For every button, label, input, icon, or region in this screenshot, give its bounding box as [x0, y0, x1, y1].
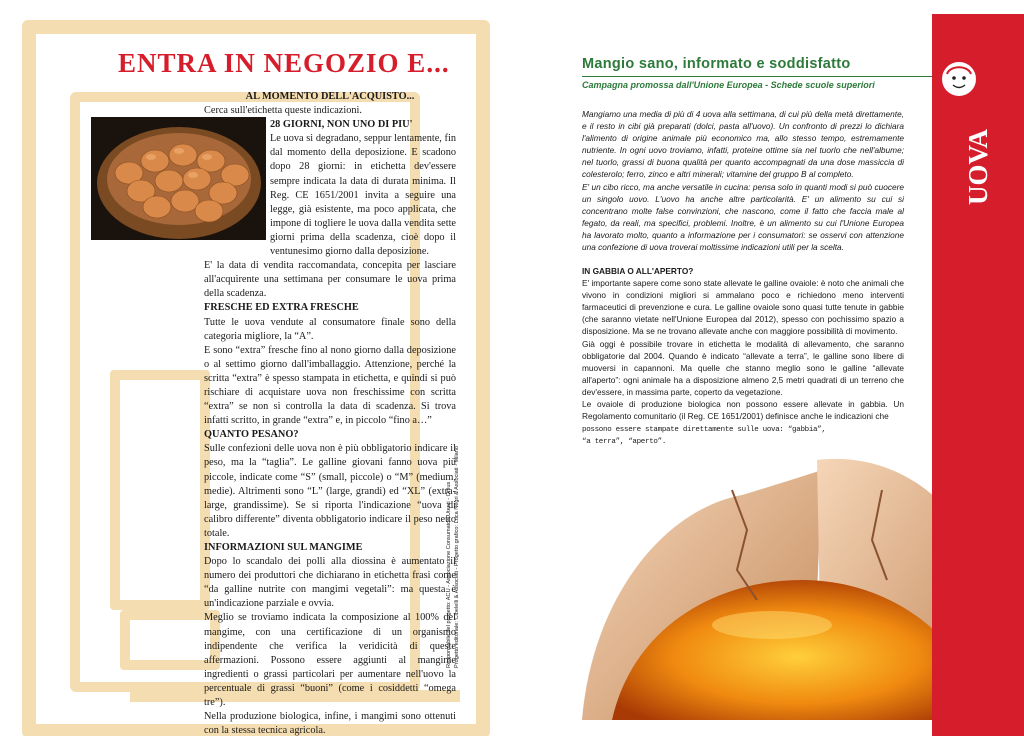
cage-heading: IN GABBIA O ALL'APERTO? [582, 266, 694, 276]
cage-section [582, 265, 904, 422]
feed-heading: INFORMAZIONI SUL MANGIME [204, 542, 363, 553]
right-page [512, 0, 1024, 736]
left-article [204, 90, 456, 736]
section-label: UOVA [963, 128, 993, 206]
credit-line-2: Progetto editoriale: Cibelelli & Associati - Progetto grafico: Luca Negri & Associati - Milano [453, 446, 460, 668]
credit-line-1: Responsabile del progetto: ACU - Associazione Consumatori Utenti - Onlus [446, 481, 452, 668]
wrapped-block [270, 118, 456, 259]
sale-date-text: E' la data di vendita raccomandata, concepita per lasciare all'acquirente una settimana per consumare le uova prima della scadenza. [204, 260, 456, 300]
smiley-face-icon [941, 61, 977, 97]
at-purchase-heading: AL MOMENTO DELL'ACQUISTO... [245, 91, 415, 102]
fresh-heading: FRESCHE ED EXTRA FRESCHE [204, 302, 359, 314]
weight-heading: QUANTO PESANO? [204, 429, 299, 441]
cage-text-2: Già oggi è possibile trovare in etichetta le modalità di allevamento, che saranno obbligatorie dal 2004. Quando è indicato “allevate a terra”, le galline sono libere di muoversi in capannoni. Ma quelle che stanno meglio sono le galline “allevate all'aperto”: ogni animale ha a disposizione almeno 2,5 metri quadrati di un terreno che dev'essere, in massima parte, coperto da vegetazione. [582, 338, 904, 397]
campaign-subtitle: Campagna promossa dall'Unione Europea - Schede scuole superiori [582, 80, 875, 90]
title-divider [582, 76, 932, 77]
at-purchase-intro: Cerca sull'etichetta queste indicazioni. [204, 105, 362, 117]
fresh-text-1: Tutte le uova vendute al consumatore finale sono della categoria migliore, la “A”. [204, 316, 456, 342]
cage-text-3: Le ovaiole di produzione biologica non possono essere allevate in gabbia. Un Regolamento comunitario (il Reg. CE 1651/2001) definisce anche le indicazioni che [582, 399, 904, 422]
intro-paragraph-2: E' un cibo ricco, ma anche versatile in cucina: pensa solo in quanti modi si può cuocere un singolo uovo. L'uovo ha anche altre particolarità. E' un alimento su cui si concentrano molte false convinzioni, che nascono, come il fatto che faccia male al fegato, da reali, ma specifici, problemi. Inoltre, è un alimento su cui l'Unione Europea ha lavorato molto, quanto a informazione per i consumatori: se osservi con attenzione una confezione di uova troverai moltissime indicazioni utili per la scelta. [582, 181, 904, 253]
feed-text-2: Meglio se troviamo indicata la composizione al 100% del mangime, con una certificazione di un organismo indipendente che verifica la veridicità di queste affermazioni. Possono essere aggiunti al mangime ingredienti o grassi particolari per aumentare nell'uovo la percentuale di grassi “buoni” (come i cosiddetti “omega tre”). [204, 612, 456, 709]
door-panel-decoration [110, 370, 210, 610]
campaign-title: Mangio sano, informato e soddisfatto [582, 56, 851, 72]
credits [446, 408, 461, 668]
cage-text-1: E' importante sapere come sono state allevate le galline ovaiole: è noto che animali che vivono in condizioni migliori si ammalano poco e richiedono meno interventi farmaceutici di prevenzione e cura. Le galline ovaiole sono quasi tutte tenute in gabbie (che saranno vietate nell'Unione Europea dal 2012), spesso con pochissimo spazio a disposizione. Ma se ne trovano allevate anche con maggiore possibilità di movimento. [582, 278, 904, 337]
feed-text-3: Nella produzione biologica, infine, i mangimi sono ottenuti con la stessa tecnica agricola. [204, 711, 456, 736]
weight-text: Sulle confezioni delle uova non è più obbligatorio indicare il peso, ma la “taglia”. Le galline giovani fanno uova più piccole, indicate come “S” (small, piccole) o “M” (medium, medie). Altrimenti sono “L” (large, grandi) ed “XL” (extra-large, grandissime). Se si riporta l'indicazione “uova di calibro differente” diventa obbligatorio indicare il peso netto totale. [204, 443, 456, 539]
intro-text [582, 108, 904, 253]
label-note-line-1: possono essere stampate direttamente sulle uova: “gabbia”, [582, 426, 826, 434]
days-heading: 28 GIORNI, NON UNO DI PIU' [270, 119, 413, 131]
label-note-line-2: “a terra”, “aperto”. [582, 437, 667, 446]
fresh-text-2: E sono “extra” fresche fino al nono giorno dalla deposizione o al settimo giorno dall'imballaggio. Attenzione, perché la scritta “extra” è spesso stampata in etichetta, e quindi si può rischiare di acquistare uova non freschissime con scritta “extra” se non si controlla la data di scadenza. Si trova infatti scritto, in grande “extra” e, in piccolo “fino a…” [204, 344, 456, 427]
intro-paragraph-1: Mangiamo una media di più di 4 uova alla settimana, di cui più della metà direttamente, e il resto in cibi già preparati (dolci, pasta all'uovo). Un confronto di prezzi lo dichiara l'alimento di origine animale più economico ma, allo stesso tempo, estremamente nutriente. In ogni uovo troviamo, infatti, proteine ottime sia nel tuorlo che nell'albume; nel tuorlo, grassi di buona qualità per quanto accompagnati da una dose massiccia di colesterolo; ferro, zinco e altri minerali; vitamine del gruppo B al completo. [582, 109, 904, 180]
page-title: ENTRA IN NEGOZIO E... [118, 48, 450, 78]
label-note [582, 425, 826, 448]
days-text: Le uova si degradano, seppur lentamente, fin dal momento della deposizione. E scadono dopo 28 giorni: in etichetta dev'essere sempre indicata la data di durata minima. Il Reg. CE 1651/2001 invita a seguire una legge, già esistente, ma poco applicata, che impone di togliere le uova dalla vendita sette giorni prima della scadenza, cioè dopo il ventunesimo giorno dalla deposizione. [270, 133, 456, 258]
feed-text-1: Dopo lo scandalo dei polli alla diossina è aumentato il numero dei produttori che dichiarano in etichetta frasi come “da galline nutrite con mangimi vegetali”: ma questa è un'indicazione parziale e ovvia. [204, 556, 456, 610]
